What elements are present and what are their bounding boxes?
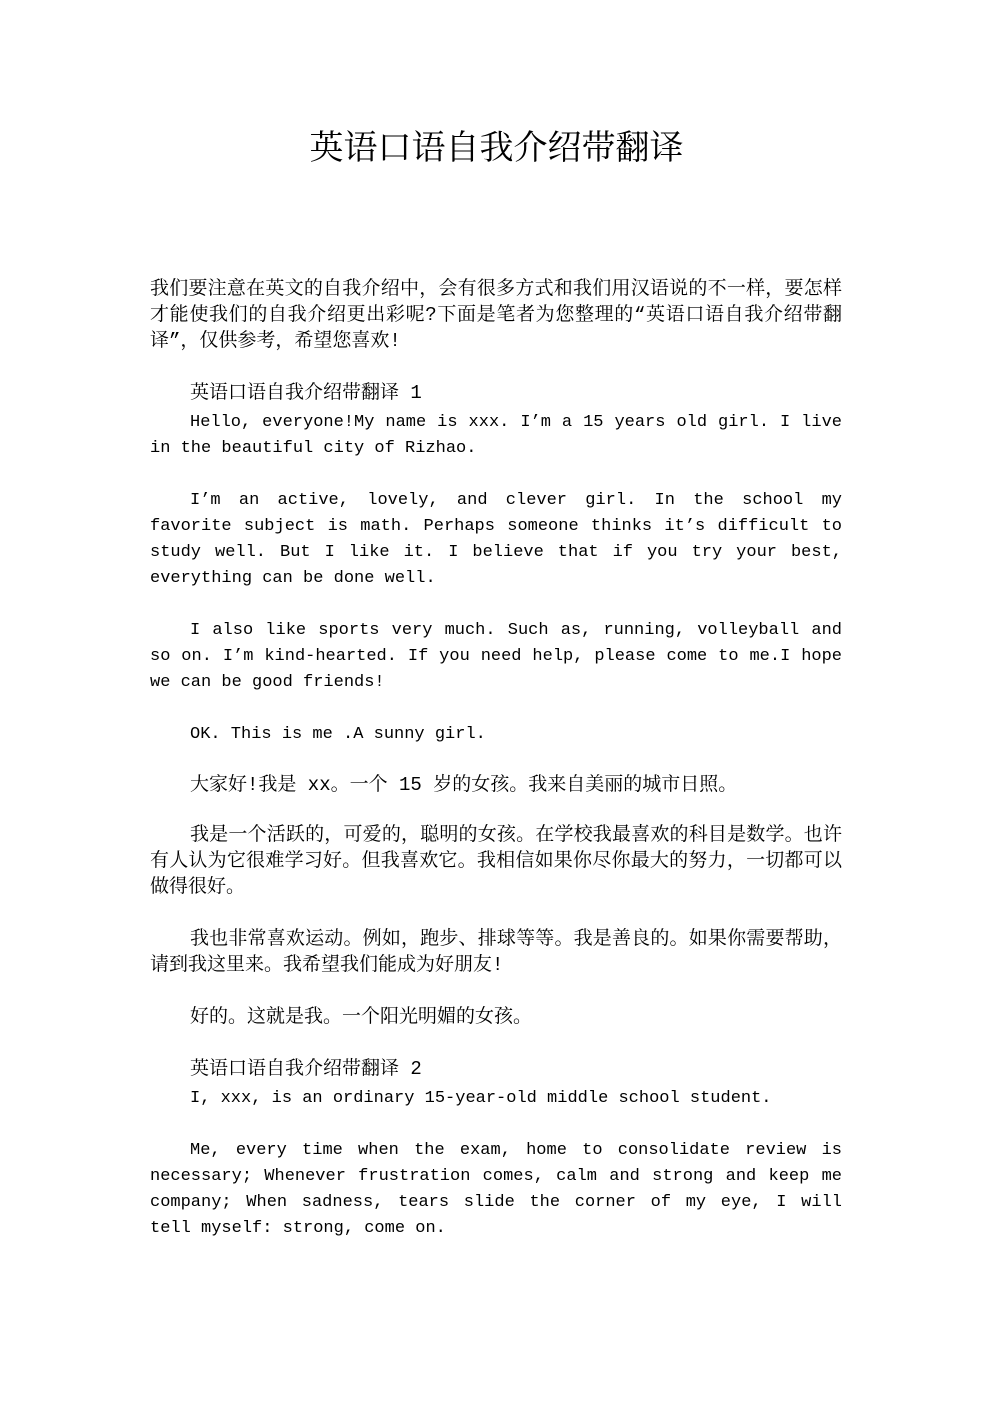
paragraph: I, xxx, is an ordinary 15-year-old middle school student. bbox=[190, 1089, 772, 1108]
paragraph: 好的。这就是我。一个阳光明媚的女孩。 bbox=[190, 1006, 533, 1028]
intro-paragraph: 我们要注意在英文的自我介绍中，会有很多方式和我们用汉语说的不一样，要怎样才能使我们的自我介绍更出彩呢?下面是笔者为您整理的“英语口语自我介绍带翻译”，仅供参考，希望您喜欢! bbox=[150, 278, 842, 352]
paragraph: Hello, everyone!My name is xxx. I’m a 15 years old girl. I live in the beautiful city of Rizhao. bbox=[150, 413, 842, 458]
section-heading-2: 英语口语自我介绍带翻译 2 bbox=[190, 1058, 422, 1080]
paragraph: 我是一个活跃的，可爱的，聪明的女孩。在学校我最喜欢的科目是数学。也许有人认为它很难学习好。但我喜欢它。我相信如果你尽你最大的努力，一切都可以做得很好。 bbox=[150, 824, 842, 898]
paragraph: I also like sports very much. Such as, running, volleyball and so on. I’m kind-hearted. If you need help, please come to me.I hope we can be good friends! bbox=[150, 621, 842, 692]
paragraph: 我也非常喜欢运动。例如，跑步、排球等等。我是善良的。如果你需要帮助，请到我这里来。我希望我们能成为好朋友! bbox=[150, 928, 842, 976]
section-heading-1: 英语口语自我介绍带翻译 1 bbox=[190, 382, 422, 404]
paragraph: OK. This is me .A sunny girl. bbox=[190, 725, 486, 744]
paragraph: 大家好!我是 xx。一个 15 岁的女孩。我来自美丽的城市日照。 bbox=[190, 774, 738, 796]
document-title: 英语口语自我介绍带翻译 bbox=[309, 128, 684, 168]
paragraph: Me, every time when the exam, home to consolidate review is necessary; Whenever frustration comes, calm and strong and keep me company; When sadness, tears slide the corner of my eye, I will tell myself: strong, come on. bbox=[150, 1141, 842, 1238]
paragraph: I’m an active, lovely, and clever girl. In the school my favorite subject is math. Perhaps someone thinks it’s difficult to study well. But I like it. I believe that if you try your best, everything can be done well. bbox=[150, 491, 842, 588]
